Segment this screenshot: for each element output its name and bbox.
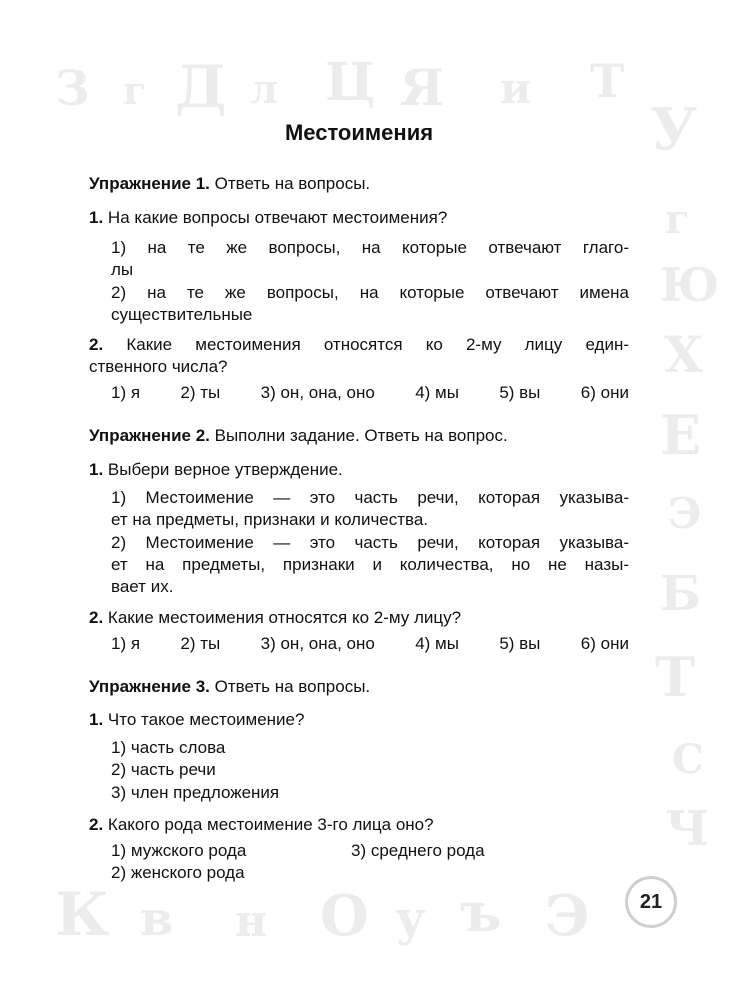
answer-option: 1) часть слова: [111, 738, 226, 757]
answer-options-row: [111, 381, 629, 404]
answer-option: 4) мы: [415, 383, 459, 402]
answer-option: 6) они: [580, 634, 629, 653]
answer-option: 3) он, она, оно: [260, 634, 375, 653]
question-2: [89, 333, 629, 356]
decor-letter: Э: [668, 489, 702, 538]
decor-letter: Д: [175, 53, 227, 121]
question-number: 2.: [89, 335, 104, 354]
exercise-instruction: Ответь на вопросы.: [214, 677, 371, 696]
question-2: [89, 813, 434, 836]
answer-option: 2) ты: [180, 383, 221, 402]
exercise-instruction: Выполни задание. Ответь на вопрос.: [214, 426, 508, 445]
page-number: 21: [625, 876, 677, 928]
decor-letter: г: [123, 68, 147, 113]
answer-option: 3) он, она, оно: [260, 383, 375, 402]
answer-option-cont: ет на предметы, признаки и количества.: [111, 510, 429, 529]
answer-option: 3) среднего рода: [351, 841, 485, 860]
decor-letter: Ю: [660, 258, 720, 312]
decor-letter: Ч: [665, 801, 709, 857]
exercise-2-header: [89, 424, 508, 447]
question-number: 2.: [89, 815, 104, 834]
exercise-label: Упражнение 2.: [89, 426, 210, 445]
decor-letter: Е: [660, 403, 702, 467]
question-text: Что такое местоимение?: [107, 710, 305, 729]
exercise-label: Упражнение 3.: [89, 677, 210, 696]
decor-letter: л: [250, 66, 279, 113]
answer-option: 5) вы: [499, 634, 541, 653]
decor-letter: Ц: [325, 52, 376, 113]
answer-option-cont: ет на предметы, признаки и количества, но не назы-: [111, 555, 629, 574]
exercise-label: Упражнение 1.: [89, 174, 210, 193]
question-number: 2.: [89, 608, 104, 627]
decor-letter: н: [235, 896, 268, 947]
decor-letter: Я: [400, 58, 445, 117]
decor-letter: в: [140, 891, 174, 947]
decor-letter: Т: [655, 645, 696, 709]
question-text: Какого рода местоимение 3-го лица оно?: [107, 815, 434, 834]
question-text: На какие вопросы отвечают местоимения?: [107, 208, 448, 227]
question-1: [89, 206, 447, 229]
answer-option: 2) часть речи: [111, 760, 216, 779]
decor-letter: Т: [590, 54, 625, 108]
exercise-3-header: [89, 675, 370, 698]
question-1: [89, 708, 304, 731]
answer-option: 2) женского рода: [111, 863, 245, 882]
answer-options-row: [111, 632, 629, 655]
question-number: 1.: [89, 208, 104, 227]
decor-letter: у: [395, 891, 426, 947]
decor-letter: О: [320, 883, 369, 949]
question-text: Выбери верное утверждение.: [107, 460, 343, 479]
answer-option-cont: вает их.: [111, 577, 174, 596]
exercise-instruction: Ответь на вопросы.: [214, 174, 371, 193]
question-number: 1.: [89, 460, 104, 479]
decor-letter: Б: [660, 566, 702, 622]
decor-letter: Э: [545, 883, 590, 949]
answer-option: 1) мужского рода: [111, 841, 247, 860]
decor-letter: З: [55, 61, 90, 117]
decor-letter: г: [665, 196, 690, 243]
answer-option: 1) я: [111, 634, 141, 653]
decor-letter: и: [500, 64, 532, 113]
page-title: Местоимения: [284, 120, 434, 145]
answer-option: 5) вы: [499, 383, 541, 402]
answer-option: 3) член предложения: [111, 783, 280, 802]
answer-option: 2) Местоимение — это часть речи, которая указыва-: [111, 533, 629, 552]
decor-letter: У: [650, 95, 698, 163]
answer-option: 2) на те же вопросы, на которые отвечают имена: [111, 283, 629, 302]
exercise-1-header: [89, 172, 370, 195]
decor-letter: Х: [664, 325, 703, 384]
answer-option: 6) они: [580, 383, 629, 402]
question-text: Какие местоимения относятся ко 2-му лицу един-: [126, 335, 629, 354]
answer-option: 4) мы: [415, 634, 459, 653]
decor-letter: С: [672, 736, 704, 783]
answer-option: 1) на те же вопросы, на которые отвечают глаго-: [111, 238, 629, 257]
question-number: 1.: [89, 710, 104, 729]
answer-option: 2) ты: [180, 634, 221, 653]
answer-option: 1) Местоимение — это часть речи, которая указыва-: [111, 488, 629, 507]
question-2: [89, 606, 461, 629]
decor-letter: ъ: [460, 880, 502, 944]
decor-letter: К: [55, 880, 110, 950]
question-text: Какие местоимения относятся ко 2-му лицу?: [107, 608, 462, 627]
answer-option-cont: существительные: [111, 305, 253, 324]
answer-option-cont: лы: [111, 260, 134, 279]
question-1: [89, 458, 343, 481]
question-text-cont: ственного числа?: [89, 357, 228, 376]
answer-option: 1) я: [111, 383, 141, 402]
